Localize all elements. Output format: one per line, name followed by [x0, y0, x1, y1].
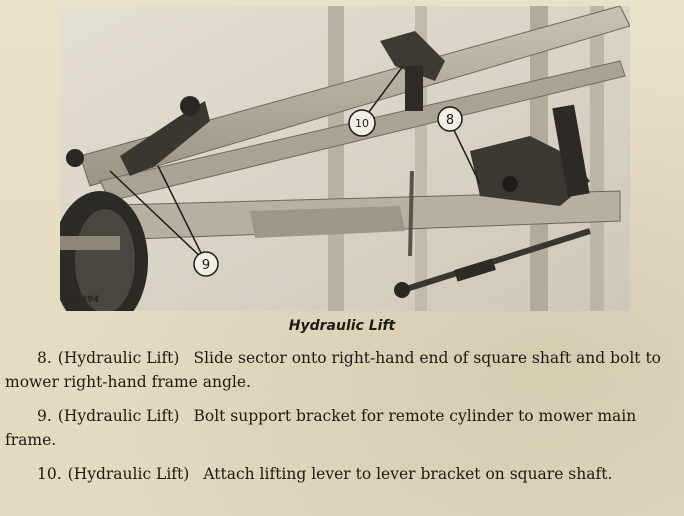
- step-tag: (Hydraulic Lift): [67, 465, 190, 483]
- hydraulic-lift-photo: [60, 6, 630, 311]
- svg-text:8: 8: [445, 113, 455, 128]
- instruction-list: [5, 346, 675, 496]
- instruction-step-8: [5, 346, 675, 394]
- callout-8: [438, 107, 462, 131]
- lifting-lever: [405, 66, 423, 111]
- svg-text:9: 9: [201, 258, 211, 273]
- step-text: Attach lifting lever to lever bracket on square shaft.: [203, 465, 613, 483]
- mower-frame-illustration: [60, 6, 630, 311]
- figure-number: 40994: [68, 295, 100, 305]
- callout-10: [349, 110, 375, 136]
- frame-post: [328, 6, 344, 311]
- step-number: 10.: [37, 465, 62, 483]
- step-number: 8.: [37, 349, 52, 367]
- step-tag: (Hydraulic Lift): [57, 349, 180, 367]
- step-number: 9.: [37, 407, 52, 425]
- frame-post: [590, 6, 604, 311]
- step-tag: (Hydraulic Lift): [57, 407, 180, 425]
- step-text: Bolt support bracket for remote cylinder to mower main frame.: [5, 407, 637, 449]
- figure-caption: Hydraulic Lift: [288, 318, 396, 334]
- callout-9: [194, 252, 218, 276]
- instruction-step-10: [5, 462, 675, 486]
- step-text: Slide sector onto right-hand end of square shaft and bolt to mower right-hand frame angle.: [5, 349, 662, 391]
- svg-text:10: 10: [355, 117, 369, 130]
- instruction-step-9: [5, 404, 675, 452]
